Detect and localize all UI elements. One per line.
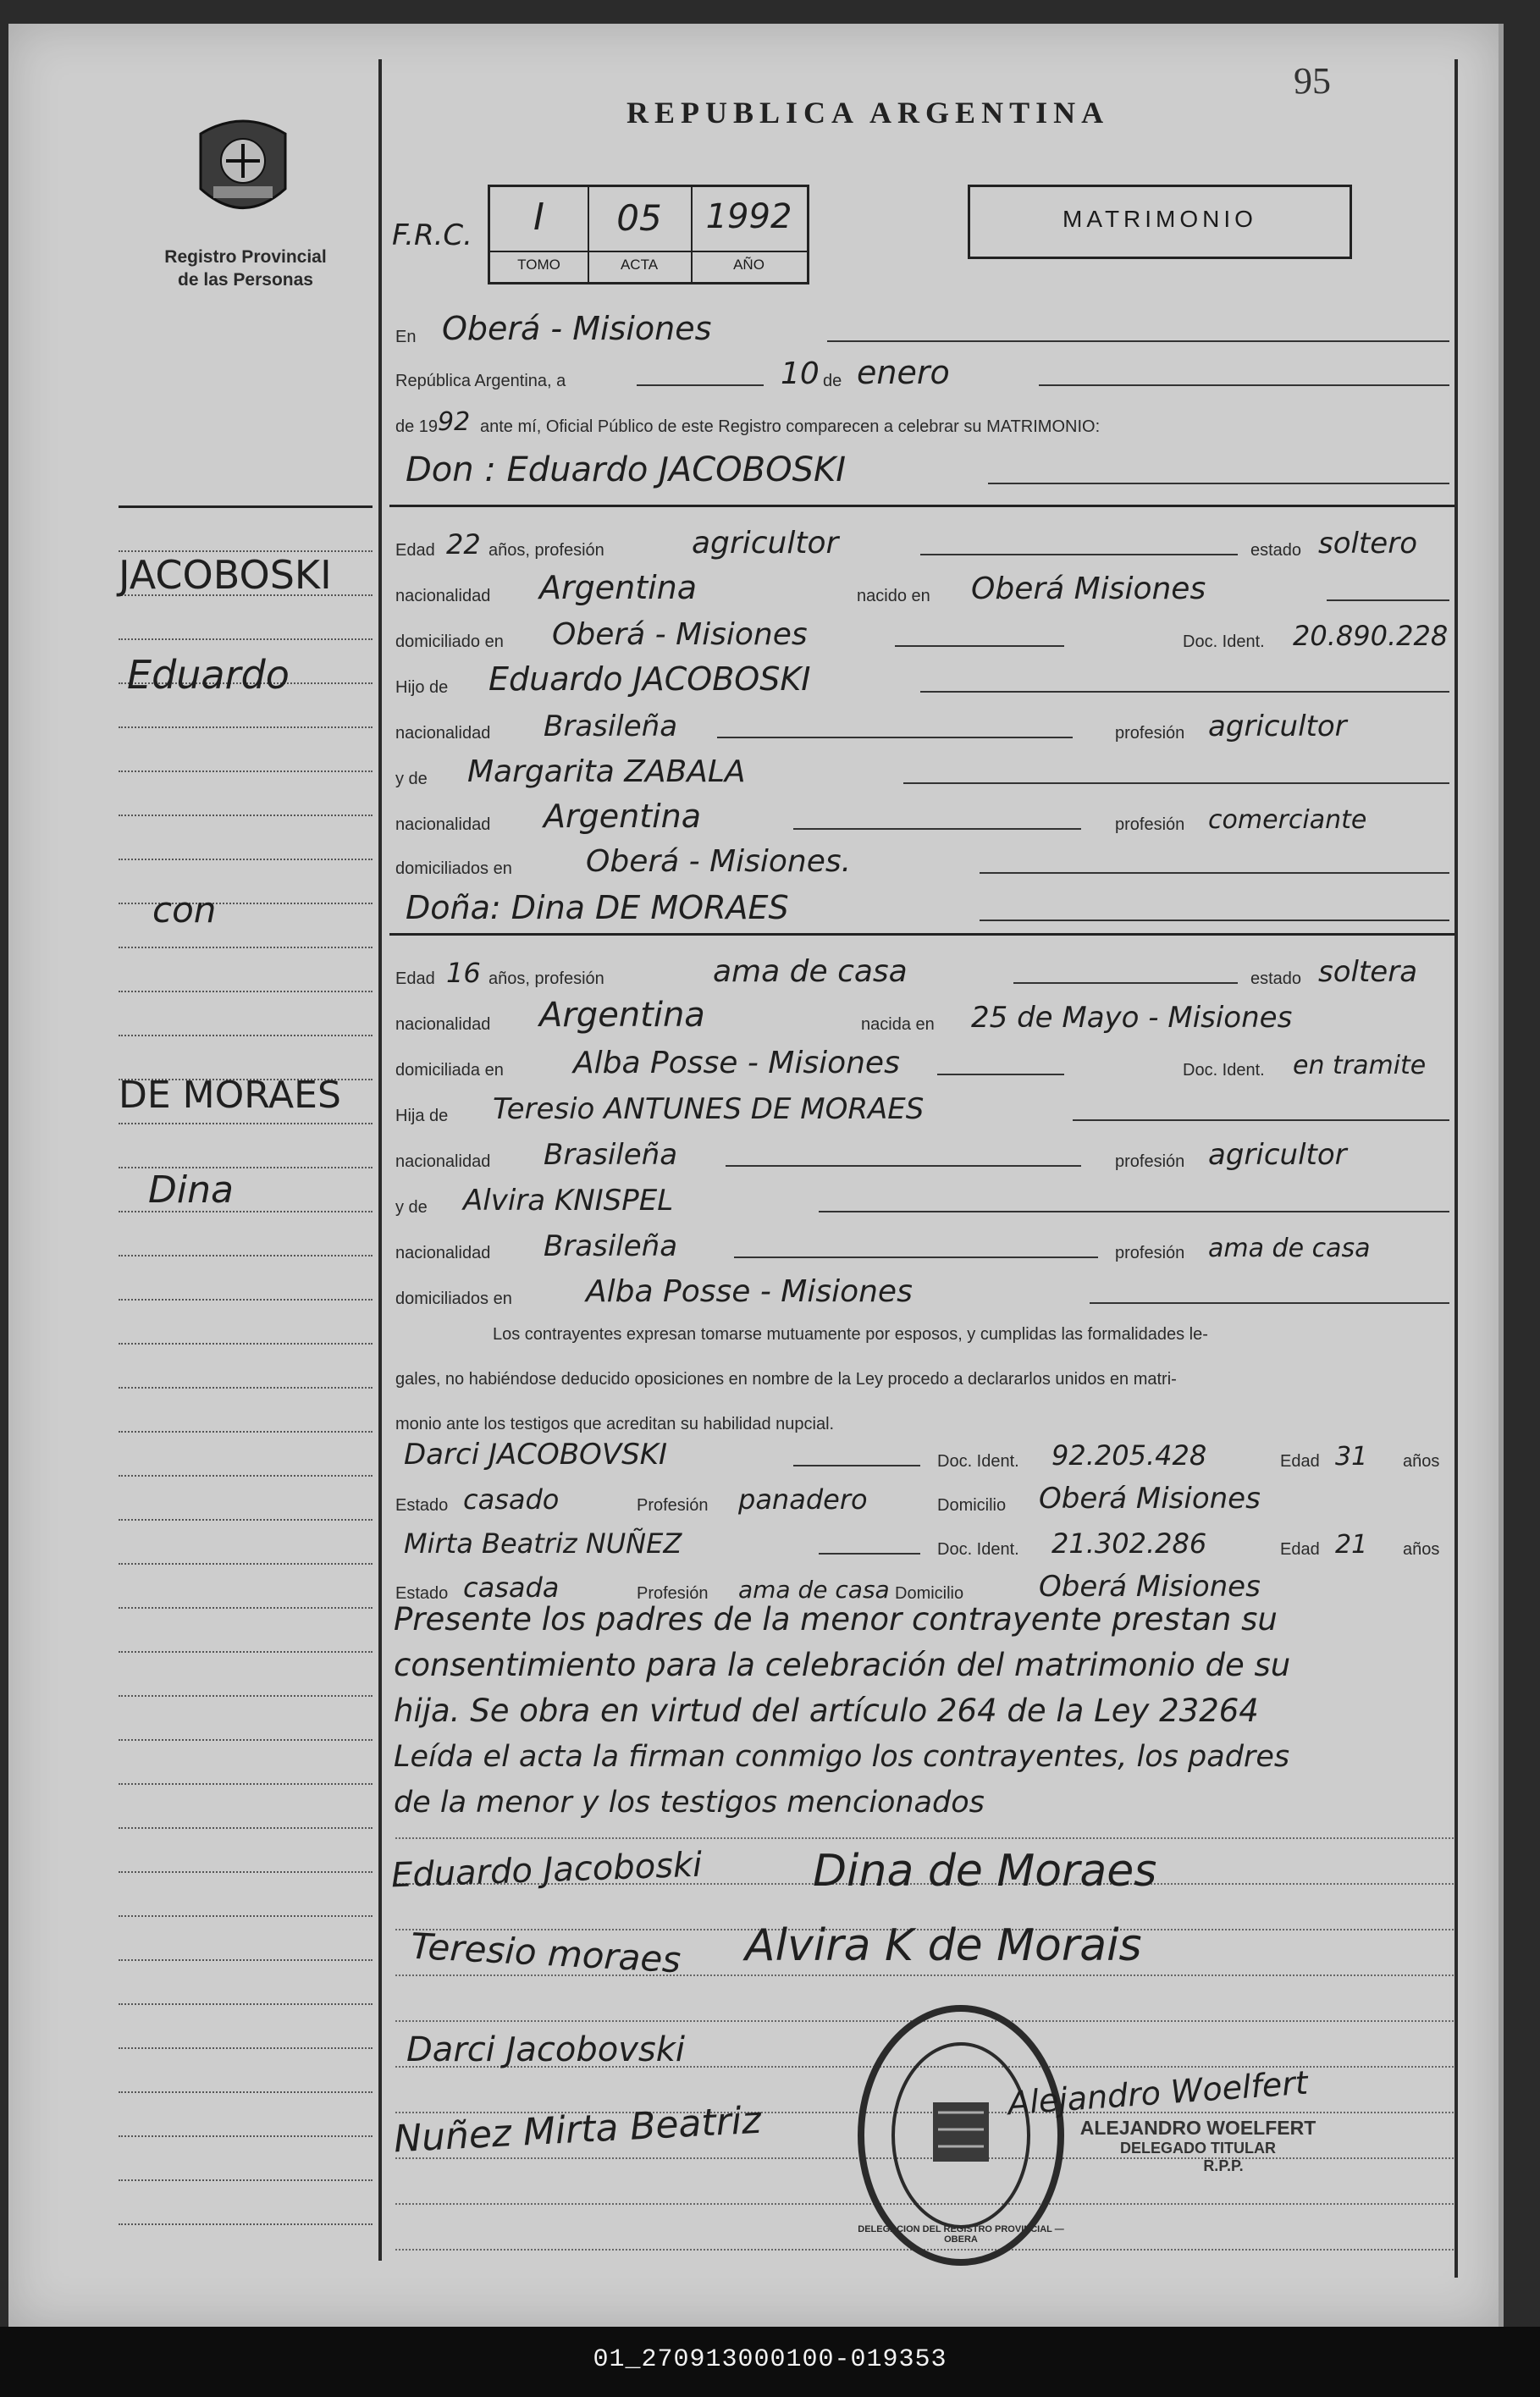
- frc-tomo: I: [533, 196, 544, 239]
- witness1-edad: 31: [1335, 1442, 1368, 1472]
- left-margin-rule: [119, 1299, 373, 1301]
- row-groom-nac: [395, 566, 1454, 611]
- row-bride-madre: [395, 1177, 1454, 1223]
- groom-profesion: agricultor: [692, 526, 839, 561]
- left-margin-rule: [119, 2003, 373, 2005]
- bride-doc-label: Doc. Ident.: [1183, 1061, 1265, 1080]
- groom-padres-dom: Oberá - Misiones.: [586, 844, 852, 879]
- witness2-prof-label: Profesión: [637, 1584, 709, 1603]
- round-seal-text: DELEGACION DEL REGISTRO PROVINCIAL — OBERA: [858, 2224, 1064, 2245]
- bride-yde-label: y de: [395, 1198, 428, 1217]
- groom-padre-nac-label: nacionalidad: [395, 724, 491, 743]
- page-number: 95: [1294, 60, 1331, 102]
- witness2-edad-label: Edad: [1280, 1540, 1320, 1559]
- groom-nacido: Oberá Misiones: [971, 572, 1206, 606]
- margin-name-bride: Dina: [148, 1168, 234, 1212]
- signature-rule: [395, 1974, 1454, 1976]
- row-bride-madre-nac: [395, 1223, 1454, 1268]
- groom-madre-nac: Argentina: [544, 798, 702, 835]
- declaration-line: gales, no habiéndose deducido oposiciones en nombre de la Ley procedo a declararlos unidos en matri-: [395, 1370, 1177, 1389]
- left-margin-rule: [119, 2047, 373, 2049]
- left-margin-rule: [119, 2223, 373, 2225]
- groom-estado: soltero: [1318, 527, 1417, 561]
- groom-nacionalidad: Argentina: [539, 569, 698, 606]
- bride-doms-label: domiciliados en: [395, 1290, 512, 1308]
- bride-profesion: ama de casa: [713, 954, 908, 989]
- official-stamp-title: DELEGADO TITULAR: [1120, 2140, 1276, 2157]
- groom-top-rule: [389, 505, 1454, 507]
- witness1-doc: 92.205.428: [1052, 1439, 1207, 1472]
- witness1-doc-label: Doc. Ident.: [937, 1452, 1019, 1471]
- left-margin-rule: [119, 1915, 373, 1917]
- row-groom-title: [395, 449, 1454, 494]
- bride-title: Doña: Dina DE MORAES: [406, 889, 789, 926]
- month: enero: [857, 354, 950, 391]
- place: Oberá - Misiones: [442, 310, 712, 347]
- day: 10: [781, 356, 820, 391]
- left-margin-rule: [119, 1255, 373, 1256]
- bride-padre-prof-label: profesión: [1115, 1152, 1185, 1171]
- groom-yde-label: y de: [395, 770, 428, 788]
- row-groom-padres-dom: [395, 838, 1454, 884]
- footer-code: 01_270913000100-019353: [593, 2345, 947, 2374]
- frc-box: [488, 185, 809, 284]
- left-margin-rule: [119, 1431, 373, 1433]
- left-margin-rule: [119, 770, 373, 772]
- row-witness1-details: [395, 1475, 1454, 1521]
- witness2-estado-label: Estado: [395, 1584, 449, 1603]
- row-witness2: [395, 1519, 1454, 1565]
- bride-padre-nac-label: nacionalidad: [395, 1152, 491, 1171]
- left-margin-rule: [119, 1519, 373, 1521]
- left-margin-rule: [119, 859, 373, 860]
- row-groom-madre-nac: [395, 794, 1454, 840]
- signature-groom: Eduardo Jacoboski: [390, 1845, 704, 1896]
- frc-acta: 05: [616, 197, 662, 239]
- bride-nacida: 25 de Mayo - Misiones: [971, 1001, 1293, 1035]
- country-title: REPUBLICA ARGENTINA: [626, 96, 1110, 130]
- row-intro: [395, 396, 1454, 442]
- left-margin-rule: [119, 638, 373, 640]
- signature-witness2: Nuñez Mirta Beatriz: [392, 2098, 763, 2162]
- groom-estado-label: estado: [1250, 541, 1302, 560]
- bride-doc: en tramite: [1293, 1051, 1427, 1080]
- left-margin-rule: [119, 815, 373, 816]
- left-margin-rule: [119, 2179, 373, 2181]
- witness2-name: Mirta Beatriz NUÑEZ: [404, 1527, 682, 1560]
- bride-padres-dom: Alba Posse - Misiones: [586, 1274, 913, 1309]
- groom-padre-nac: Brasileña: [544, 710, 678, 743]
- declaration-line: Los contrayentes expresan tomarse mutuamente por esposos, y cumplidas las formalidades le-: [493, 1325, 1208, 1344]
- bride-domicilio: Alba Posse - Misiones: [573, 1046, 900, 1080]
- republica-label: República Argentina, a: [395, 372, 566, 390]
- witness1-dom-label: Domicilio: [937, 1496, 1007, 1515]
- left-margin-rule: [119, 1387, 373, 1389]
- notes-block: [394, 1597, 1452, 1825]
- witness1-estado: casado: [463, 1483, 560, 1516]
- groom-doc: 20.890.228: [1293, 620, 1449, 652]
- bride-edad: 16: [446, 957, 481, 989]
- act-type: MATRIMONIO: [1063, 206, 1257, 232]
- signature-official: Alejandro Woelfert: [1006, 2063, 1310, 2123]
- signature-father: Teresio moraes: [409, 1925, 682, 1981]
- left-margin-rule: [119, 2091, 373, 2093]
- groom-edad: 22: [446, 528, 481, 561]
- note-line: consentimiento para la celebración del matrimonio de su: [394, 1647, 1291, 1683]
- left-margin-rule: [119, 726, 373, 728]
- left-margin-rule: [119, 1739, 373, 1741]
- witness2-anos-label: años: [1403, 1540, 1440, 1559]
- bride-hija-label: Hija de: [395, 1107, 449, 1125]
- row-date: [395, 351, 1454, 396]
- witness1-edad-label: Edad: [1280, 1452, 1320, 1471]
- agency-line2: de las Personas: [178, 270, 313, 290]
- note-line: Leída el acta la firman conmigo los contrayentes, los padres: [394, 1740, 1290, 1774]
- left-margin-rule: [119, 1475, 373, 1477]
- groom-anos-label: años, profesión: [488, 541, 604, 560]
- note-line: Presente los padres de la menor contrayente prestan su: [394, 1601, 1278, 1638]
- left-margin-rule: [119, 1827, 373, 1829]
- signature-witness1: Darci Jacobovski: [406, 2030, 686, 2069]
- bride-nac-label: nacionalidad: [395, 1015, 491, 1034]
- witness1-prof-label: Profesión: [637, 1496, 709, 1515]
- signature-rule: [395, 1837, 1454, 1839]
- left-margin-rule: [119, 1651, 373, 1653]
- delegation-round-seal: [855, 2002, 1067, 2269]
- frc-label: F.R.C.: [392, 218, 472, 252]
- witness2-domicilio: Oberá Misiones: [1039, 1570, 1261, 1604]
- left-margin-rule: [119, 1123, 373, 1124]
- bride-madre-nac-label: nacionalidad: [395, 1244, 491, 1262]
- row-groom-dom: [395, 611, 1454, 657]
- witness2-estado: casada: [463, 1571, 560, 1604]
- row-groom-edad: [395, 520, 1454, 566]
- bride-nacionalidad: Argentina: [539, 996, 705, 1035]
- bride-estado: soltera: [1318, 955, 1418, 989]
- groom-dom-label: domiciliado en: [395, 632, 504, 651]
- groom-doms-label: domiciliados en: [395, 859, 512, 878]
- row-groom-padre-nac: [395, 703, 1454, 748]
- witness1-profesion: panadero: [738, 1483, 868, 1516]
- left-margin-rule: [119, 1563, 373, 1565]
- row-place: [395, 307, 1454, 352]
- row-bride-title: [395, 886, 1454, 931]
- row-bride-edad: [395, 948, 1454, 994]
- margin-name-groom: Eduardo: [127, 652, 290, 698]
- witness2-profesion: ama de casa: [738, 1576, 890, 1604]
- groom-madre-nac-label: nacionalidad: [395, 815, 491, 834]
- groom-padre-prof: agricultor: [1208, 710, 1347, 743]
- bride-padre-prof: agricultor: [1208, 1138, 1347, 1172]
- left-margin-top-rule: [119, 505, 373, 508]
- bride-estado-label: estado: [1250, 969, 1302, 988]
- right-border-line: [1454, 59, 1458, 2278]
- de-label: de: [823, 372, 842, 390]
- bride-edad-label: Edad: [395, 969, 435, 988]
- groom-domicilio: Oberá - Misiones: [552, 617, 808, 652]
- bride-top-rule: [389, 933, 1454, 936]
- groom-madre: Margarita ZABALA: [467, 754, 746, 789]
- witness2-doc: 21.302.286: [1052, 1527, 1207, 1560]
- left-margin-rule: [119, 991, 373, 992]
- left-margin-rule: [119, 1783, 373, 1785]
- year-suffix: 92: [438, 407, 471, 437]
- groom-madre-prof: comerciante: [1208, 805, 1367, 835]
- bride-padre-nac: Brasileña: [544, 1138, 678, 1172]
- frc-ano-label: AÑO: [733, 257, 764, 273]
- act-type-box: [968, 185, 1352, 259]
- signature-mother: Alvira K de Morais: [745, 1920, 1142, 1971]
- note-line: hija. Se obra en virtud del artículo 264 de la Ley 23264: [394, 1693, 1259, 1729]
- frc-acta-label: ACTA: [620, 257, 659, 273]
- official-stamp-name: ALEJANDRO WOELFERT: [1079, 2117, 1316, 2139]
- witness2-doc-label: Doc. Ident.: [937, 1540, 1019, 1559]
- row-bride-padre-nac: [395, 1131, 1454, 1177]
- left-margin-rule: [119, 1035, 373, 1036]
- agency-name: [144, 246, 347, 291]
- row-bride-padres-dom: [395, 1268, 1454, 1314]
- agency-line1: Registro Provincial: [164, 247, 327, 267]
- row-witness1: [395, 1431, 1454, 1477]
- bride-padre: Teresio ANTUNES DE MORAES: [493, 1092, 925, 1126]
- coat-of-arms-seal: [188, 108, 298, 227]
- margin-surname-bride: DE MORAES: [119, 1074, 341, 1117]
- witness1-estado-label: Estado: [395, 1496, 449, 1515]
- bride-madre: Alvira KNISPEL: [463, 1184, 674, 1218]
- frc-tomo-label: TOMO: [517, 257, 560, 273]
- witness1-anos-label: años: [1403, 1452, 1440, 1471]
- note-line: de la menor y los testigos mencionados: [394, 1786, 985, 1820]
- year-prefix: de 19: [395, 417, 439, 436]
- groom-title: Don : Eduardo JACOBOSKI: [406, 450, 846, 489]
- frc-ano: 1992: [705, 197, 792, 236]
- left-column-divider: [378, 59, 382, 2261]
- bride-nacida-label: nacida en: [861, 1015, 935, 1034]
- bride-anos-label: años, profesión: [488, 969, 604, 988]
- left-margin-rule: [119, 1607, 373, 1609]
- official-stamp-org: R.P.P.: [1203, 2157, 1244, 2174]
- margin-surname-groom: JACOBOSKI: [119, 552, 332, 598]
- official-stamp: [1063, 2117, 1333, 2175]
- left-margin-rule: [119, 1959, 373, 1961]
- witness1-name: Darci JACOBOVSKI: [404, 1438, 667, 1472]
- groom-nac-label: nacionalidad: [395, 587, 491, 605]
- witness2-dom-label: Domicilio: [895, 1584, 964, 1603]
- groom-hijo-label: Hijo de: [395, 678, 449, 697]
- row-bride-hija: [395, 1085, 1454, 1131]
- left-margin-rule: [119, 1343, 373, 1345]
- ante-text: ante mí, Oficial Público de este Registro comparecen a celebrar su MATRIMONIO:: [480, 417, 1101, 436]
- bride-madre-nac: Brasileña: [544, 1229, 678, 1263]
- margin-con: con: [152, 889, 217, 931]
- en-label: En: [395, 328, 417, 346]
- row-groom-madre: [395, 748, 1454, 794]
- declaration-line: monio ante los testigos que acreditan su habilidad nupcial.: [395, 1415, 835, 1433]
- row-groom-hijo: [395, 657, 1454, 703]
- signature-bride: Dina de Moraes: [813, 1846, 1157, 1897]
- left-margin-rule: [119, 2135, 373, 2137]
- declaration-text: [395, 1312, 1449, 1447]
- left-margin-rule: [119, 1695, 373, 1697]
- witness1-domicilio: Oberá Misiones: [1039, 1482, 1261, 1516]
- groom-madre-prof-label: profesión: [1115, 815, 1185, 834]
- bride-madre-prof: ama de casa: [1208, 1234, 1371, 1263]
- bride-madre-prof-label: profesión: [1115, 1244, 1185, 1262]
- groom-doc-label: Doc. Ident.: [1183, 632, 1265, 651]
- left-margin-rule: [119, 1871, 373, 1873]
- witness2-edad: 21: [1335, 1530, 1368, 1560]
- row-bride-dom: [395, 1040, 1454, 1085]
- groom-edad-label: Edad: [395, 541, 435, 560]
- groom-padre-prof-label: profesión: [1115, 724, 1185, 743]
- groom-nacido-label: nacido en: [857, 587, 930, 605]
- left-margin-rule: [119, 947, 373, 948]
- groom-padre: Eduardo JACOBOSKI: [488, 660, 811, 698]
- row-bride-nac: [395, 994, 1454, 1040]
- bride-dom-label: domiciliada en: [395, 1061, 504, 1080]
